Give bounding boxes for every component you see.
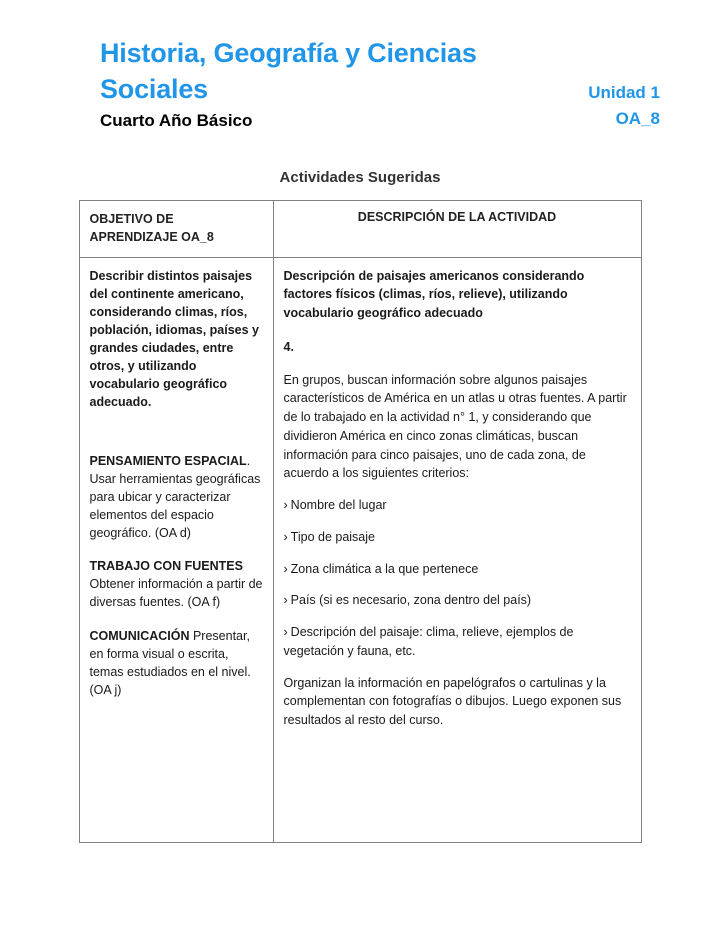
activity-intro: Descripción de paisajes americanos considerando factores físicos (climas, ríos, relieve), utilizando vocabulario geográfico adecuado xyxy=(283,268,585,320)
section-title: Actividades Sugeridas xyxy=(279,169,441,187)
header-main xyxy=(100,36,660,131)
criterion-text: Descripción del paisaje: clima, relieve, ejemplos de vegetación y fauna, etc. xyxy=(283,625,574,658)
criterion-item xyxy=(284,496,631,515)
chevron-right-icon: › xyxy=(283,529,288,544)
skill-name: PENSAMIENTO ESPACIAL xyxy=(89,453,247,468)
activity-number: 4. xyxy=(283,339,294,354)
skill-trabajo-con-fuentes xyxy=(90,557,263,611)
skill-name: TRABAJO CON FUENTES xyxy=(89,559,243,574)
skill-pensamiento-espacial xyxy=(90,452,263,543)
chevron-right-icon: › xyxy=(283,498,288,512)
criterion-item xyxy=(284,623,631,661)
activity-paragraph-2: Organizan la información en papelógrafos o cartulinas y la complementan con fotografías o dibujos. Luego exponen sus resultados al resto del curso. xyxy=(283,675,622,727)
chevron-right-icon: › xyxy=(283,561,288,576)
table-row xyxy=(79,257,641,842)
criterion-item xyxy=(284,528,631,547)
grade-level: Cuarto Año Básico xyxy=(100,111,253,131)
page-title: Historia, Geografía y Ciencias Sociales xyxy=(100,38,477,104)
criterion-item xyxy=(284,591,631,610)
criterion-text: Tipo de paisaje xyxy=(290,529,375,544)
column-header-activity: DESCRIPCIÓN DE LA ACTIVIDAD xyxy=(273,201,641,257)
column-header-objective: OBJETIVO DE APRENDIZAJE OA_8 xyxy=(79,201,273,257)
document-header xyxy=(0,0,720,131)
activity-table xyxy=(79,200,642,842)
header-unit-block xyxy=(588,80,660,133)
skill-text: Presentar, en forma visual o escrita, temas estudiados en el nivel. (OA j) xyxy=(89,628,251,697)
criterion-text: Nombre del lugar xyxy=(290,498,387,512)
activity-paragraph-1: En grupos, buscan información sobre algunos paisajes característicos de América en un atlas u otras fuentes. A partir de lo trabajado en la actividad n° 1, y considerando que dividieron América en cinco zonas climáticas, buscan información para cinco paisajes, uno de cada zona, de acuerdo a los siguientes criterios: xyxy=(283,372,627,481)
criterion-item xyxy=(284,560,631,579)
skill-comunicacion xyxy=(90,627,263,700)
unit-label: Unidad 1 xyxy=(588,83,660,102)
objective-text: Describir distintos paisajes del continente americano, considerando climas, ríos, población, idiomas, países y grandes ciudades, entre otros, y utilizando vocabulario geográfico adecuado. xyxy=(89,268,259,410)
criterion-text: Zona climática a la que pertenece xyxy=(290,561,479,576)
skill-text: . Usar herramientas geográficas para ubicar y caracterizar elementos del espacio geográfico. (OA d) xyxy=(89,453,261,540)
oa-code: OA_8 xyxy=(615,109,660,129)
skill-name: COMUNICACIÓN xyxy=(89,628,190,643)
objective-cell xyxy=(79,257,273,842)
header-row xyxy=(100,111,660,131)
activity-cell xyxy=(273,257,641,842)
chevron-right-icon: › xyxy=(283,593,288,608)
criterion-text: País (si es necesario, zona dentro del país) xyxy=(290,593,532,608)
skill-text: Obtener información a partir de diversas fuentes. (OA f) xyxy=(89,577,263,610)
chevron-right-icon: › xyxy=(283,625,288,639)
table-header-row xyxy=(79,201,641,257)
